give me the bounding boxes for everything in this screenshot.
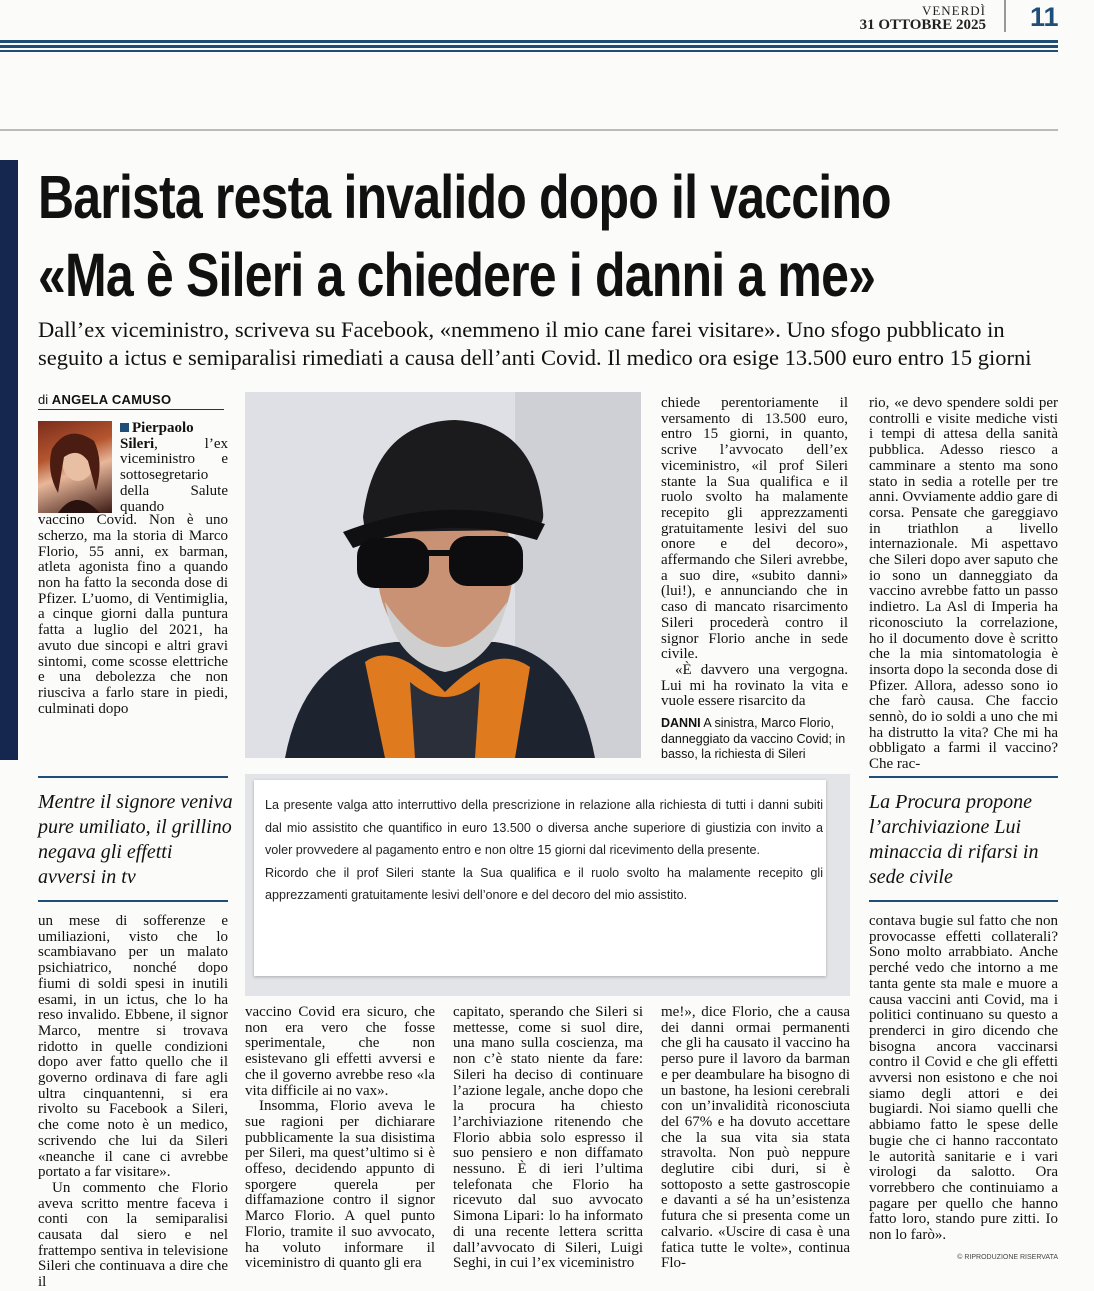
article-col1-top bbox=[38, 513, 228, 763]
main-photo-marco-florio bbox=[245, 392, 641, 758]
edition-day: VENERDÌ bbox=[921, 3, 986, 18]
subheadline: Dall’ex viceministro, scriveva su Facebook, «nemmeno il mio cane farei visitare». Uno sfogo pubblicato in seguito a ictus e semiparalisi rimediati a causa dell’anti Covid. Il medico ora esige 13.500 euro entro 15 giorni bbox=[38, 317, 1032, 370]
article-col1-bottom bbox=[38, 914, 228, 1291]
headline-line-2: «Ma è Sileri a chiedere i danni a me» bbox=[38, 241, 876, 309]
article-col1-top-narrow: Pierpaolo Sileri, l’ex viceministro e sottosegretario della Salute quando bbox=[120, 420, 228, 515]
header-divider bbox=[1004, 0, 1006, 32]
letter-paragraph-2: Ricordo che il prof Sileri stante la Sua qualifica e il ruolo svolto ha malamente recepito gli apprezzamenti gratuitamente lesivi dell’onore e del decoro del mio assistito. bbox=[265, 865, 823, 902]
article-col4-bottom: me!», dice Florio, che a causa dei danni ormai permanenti che gli ha causato il vaccino ha perso pure il lavoro da barman e per deambulare ha bisogno di un bastone, ha lesioni cerebrali con un’invalidità riconosciuta del 67% e ha dovuto accettare che la sua vita sia stata stravolta. Non può neppure deglutire cibi duri, si è sottoposto a sette gastroscopie e davanti a sé ha un’esistenza futura che si presenta come un calvario. «Uscire di casa è una fatica tutte le volte», continua Flo- bbox=[661, 1004, 850, 1272]
header-stripes bbox=[0, 40, 1058, 52]
article-col3-bottom: capitato, sperando che Sileri si mettesse, come si suol dire, una mano sulla coscienza, ma non c’è stato niente da fare: Sileri ha deciso di continuare l’azione legale, anche dopo che la procura ha chiesto l’archiviazione ritenendo che Florio abbia solo espresso il suo pensiero e non diffamato nessuno. È di ieri l’ultima telefonata che Florio ha ricevuto dal suo avvocato Simona Lipari: lo ha informato di una recente lettera scritta dall’avvocato di Sileri, Luigi Seghi, in cui l’ex viceministro bbox=[453, 1004, 643, 1272]
article-col4-top-text: chiede perentoriamente il versamento di 13.500 euro, entro 15 giorni, in quanto, scrive l’avvocato dell’ex viceministro, «il prof Sileri stante la Sua qualifica e il ruolo svolto ha malamente recepito gli apprezzamenti gratuitamente lesivi del suo onore e del decoro», affermando che Sileri avrebbe, a suo dire, «subito danni» (lui!), e annunciando che in caso di mancato risarcimento Sileri procederà contro il signor Florio anche in sede civile. bbox=[661, 395, 848, 663]
article-col1-bottom-text-2: Un commento che Florio aveva scritto mentre faceva i conti con la semiparalisi causata dal siero e nel frattempo sentiva in televisione Sileri che continuava a dire che il bbox=[38, 1179, 228, 1291]
photo-caption bbox=[661, 716, 846, 763]
caption-label: DANNI bbox=[661, 716, 701, 730]
article-col5-bottom: contava bugie sul fatto che non provocasse effetti collaterali? Sono molto arrabbiato. Anche perché vedo che intorno a me tanta gente sta male e muore a causa vaccini anti Covid, ma i politici continuano su questo a prenderci in giro dicendo che bisogna ancora vaccinarsi contro il Covid e che gli effetti avversi non esistono e che noi siamo degli attori e dei bugiardi. Noi siamo quelli che abbiamo fatto le spese delle bugie che ci hanno raccontato le autorità sanitarie e i vari virologi da salotto. Ora vorrebbero che continuiamo a pagare per quello che hanno fatto loro, stando pure zitti. Io non lo farò». bbox=[869, 913, 1058, 1244]
pull-quote-right-rule-top bbox=[869, 776, 1058, 778]
pull-quote-left-rule-bottom bbox=[38, 900, 228, 902]
article-col1-top-text: vaccino Covid. Non è uno scherzo, ma la storia di Marco Florio, 55 anni, ex barman, atleta agonista fino a quando non ha fatto la seconda dose di Pfizer. L’uomo, di Ventimiglia, a cinque giorni dalla puntura fatta a luglio del 2021, ha avuto due sincopi e altri gravi sintomi, come scosse elettriche e una debolezza che non riusciva a farlo stare in piedi, culminati dopo bbox=[38, 513, 228, 717]
headline-line-1: Barista resta invalido dopo il vaccino bbox=[38, 163, 891, 231]
adjacent-article-photo-strip bbox=[0, 160, 18, 760]
article-col2-bottom-text-2: Insomma, Florio aveva le sue ragioni per dichiarare pubblicamente la sua disistima per Sileri, ma quest’ultimo si è offeso, decidendo appunto di sporgere querela per diffamazione contro il signor Marco Florio. A quel punto Florio, tramite il suo avvocato, ha voluto informare il viceministro di quanto gli era bbox=[245, 1098, 435, 1272]
portrait-illustration bbox=[245, 392, 641, 758]
caption-text: A sinistra, Marco Florio, danneggiato da vaccino Covid; in basso, la richiesta di Sileri bbox=[661, 716, 846, 761]
edition-full-date: 31 OTTOBRE 2025 bbox=[859, 17, 986, 33]
byline-rule bbox=[38, 409, 224, 410]
author-photo bbox=[38, 421, 112, 513]
pull-quote-left: Mentre il signore veniva pure umiliato, il grillino negava gli effetti avversi in tv bbox=[38, 791, 233, 888]
pull-quote-right-rule-bottom bbox=[869, 900, 1058, 902]
pull-quote-right: La Procura propone l’archiviazione Lui minaccia di rifarsi in sede civile bbox=[869, 791, 1039, 888]
article-col4-top-text-2: «È davvero una vergogna. Lui mi ha rovinato la vita e vuole essere risarcito da bbox=[661, 661, 848, 710]
byline bbox=[38, 392, 171, 407]
copyright-notice: © RIPRODUZIONE RISERVATA bbox=[957, 1254, 1058, 1261]
article-col1-bottom-text: un mese di sofferenze e umiliazioni, visto che lo scambiavano per un malato psichiatrico, nonché dopo fiumi di soldi spesi in inutili esami, in un ictus, che lo ha reso invalido. Ebbene, il signor Marco, mentre si trovava ridotto in quelle condizioni dopo aver fatto quello che il governo ordinava di fare agli ultra cinquantenni, si era rivolto su Facebook a Sileri, che come noto è un medico, scrivendo che lui da Sileri «neanche il cane ci avrebbe portato a far visitare». bbox=[38, 913, 228, 1181]
page-number: 11 bbox=[1030, 2, 1059, 32]
letter-paragraph-1: La presente valga atto interruttivo della prescrizione in relazione alla richiesta di tutti i danni subiti dal mio assistito che quantifico in euro 13.500 o diversa anche superiore di giustizia con invito a voler provvedere al pagamento entro e non oltre 15 giorni dal ricevimento della presente. bbox=[265, 798, 823, 857]
section-rule bbox=[0, 129, 1058, 131]
pull-quote-left-rule-top bbox=[38, 776, 228, 778]
article-col4-top bbox=[661, 396, 848, 710]
byline-author: ANGELA CAMUSO bbox=[51, 392, 172, 407]
article-col2-bottom bbox=[245, 1005, 435, 1272]
byline-prefix: di bbox=[38, 392, 49, 407]
edition-date bbox=[860, 4, 986, 32]
article-col5-top: rio, «e devo spendere soldi per controlli e visite mediche visti i tempi di attesa della sanità pubblica. Adesso riesco a camminare a stento ma sono stato in sedia a rotelle per tre anni. Ovviamente addio gare di corsa. Pensate che gareggiavo in triathlon a livello internazionale. Mi aspettavo che Sileri dopo aver saputo che io sono un danneggiato da vaccino avrebbe fatto un passo indietro. La Asl di Imperia ha riconosciuto la correlazione, ho il documento dove è scritto che la mia sintomatologia è insorta dopo la seconda dose di Pfizer. Allora, adesso sono io che farò causa. Che faccio sennò, do io soldi a uno che mi ha distrutto la vita? Che mi ha obbligato a farmi il vaccino? Che rac- bbox=[869, 395, 1058, 773]
headline bbox=[38, 158, 891, 314]
letter-excerpt-text bbox=[265, 794, 823, 907]
article-col2-bottom-text: vaccino Covid era sicuro, che non era vero che fosse sperimentale, che non esistevano gli effetti avversi e che il governo avrebbe reso «la vita difficile ai no vax». bbox=[245, 1004, 435, 1099]
